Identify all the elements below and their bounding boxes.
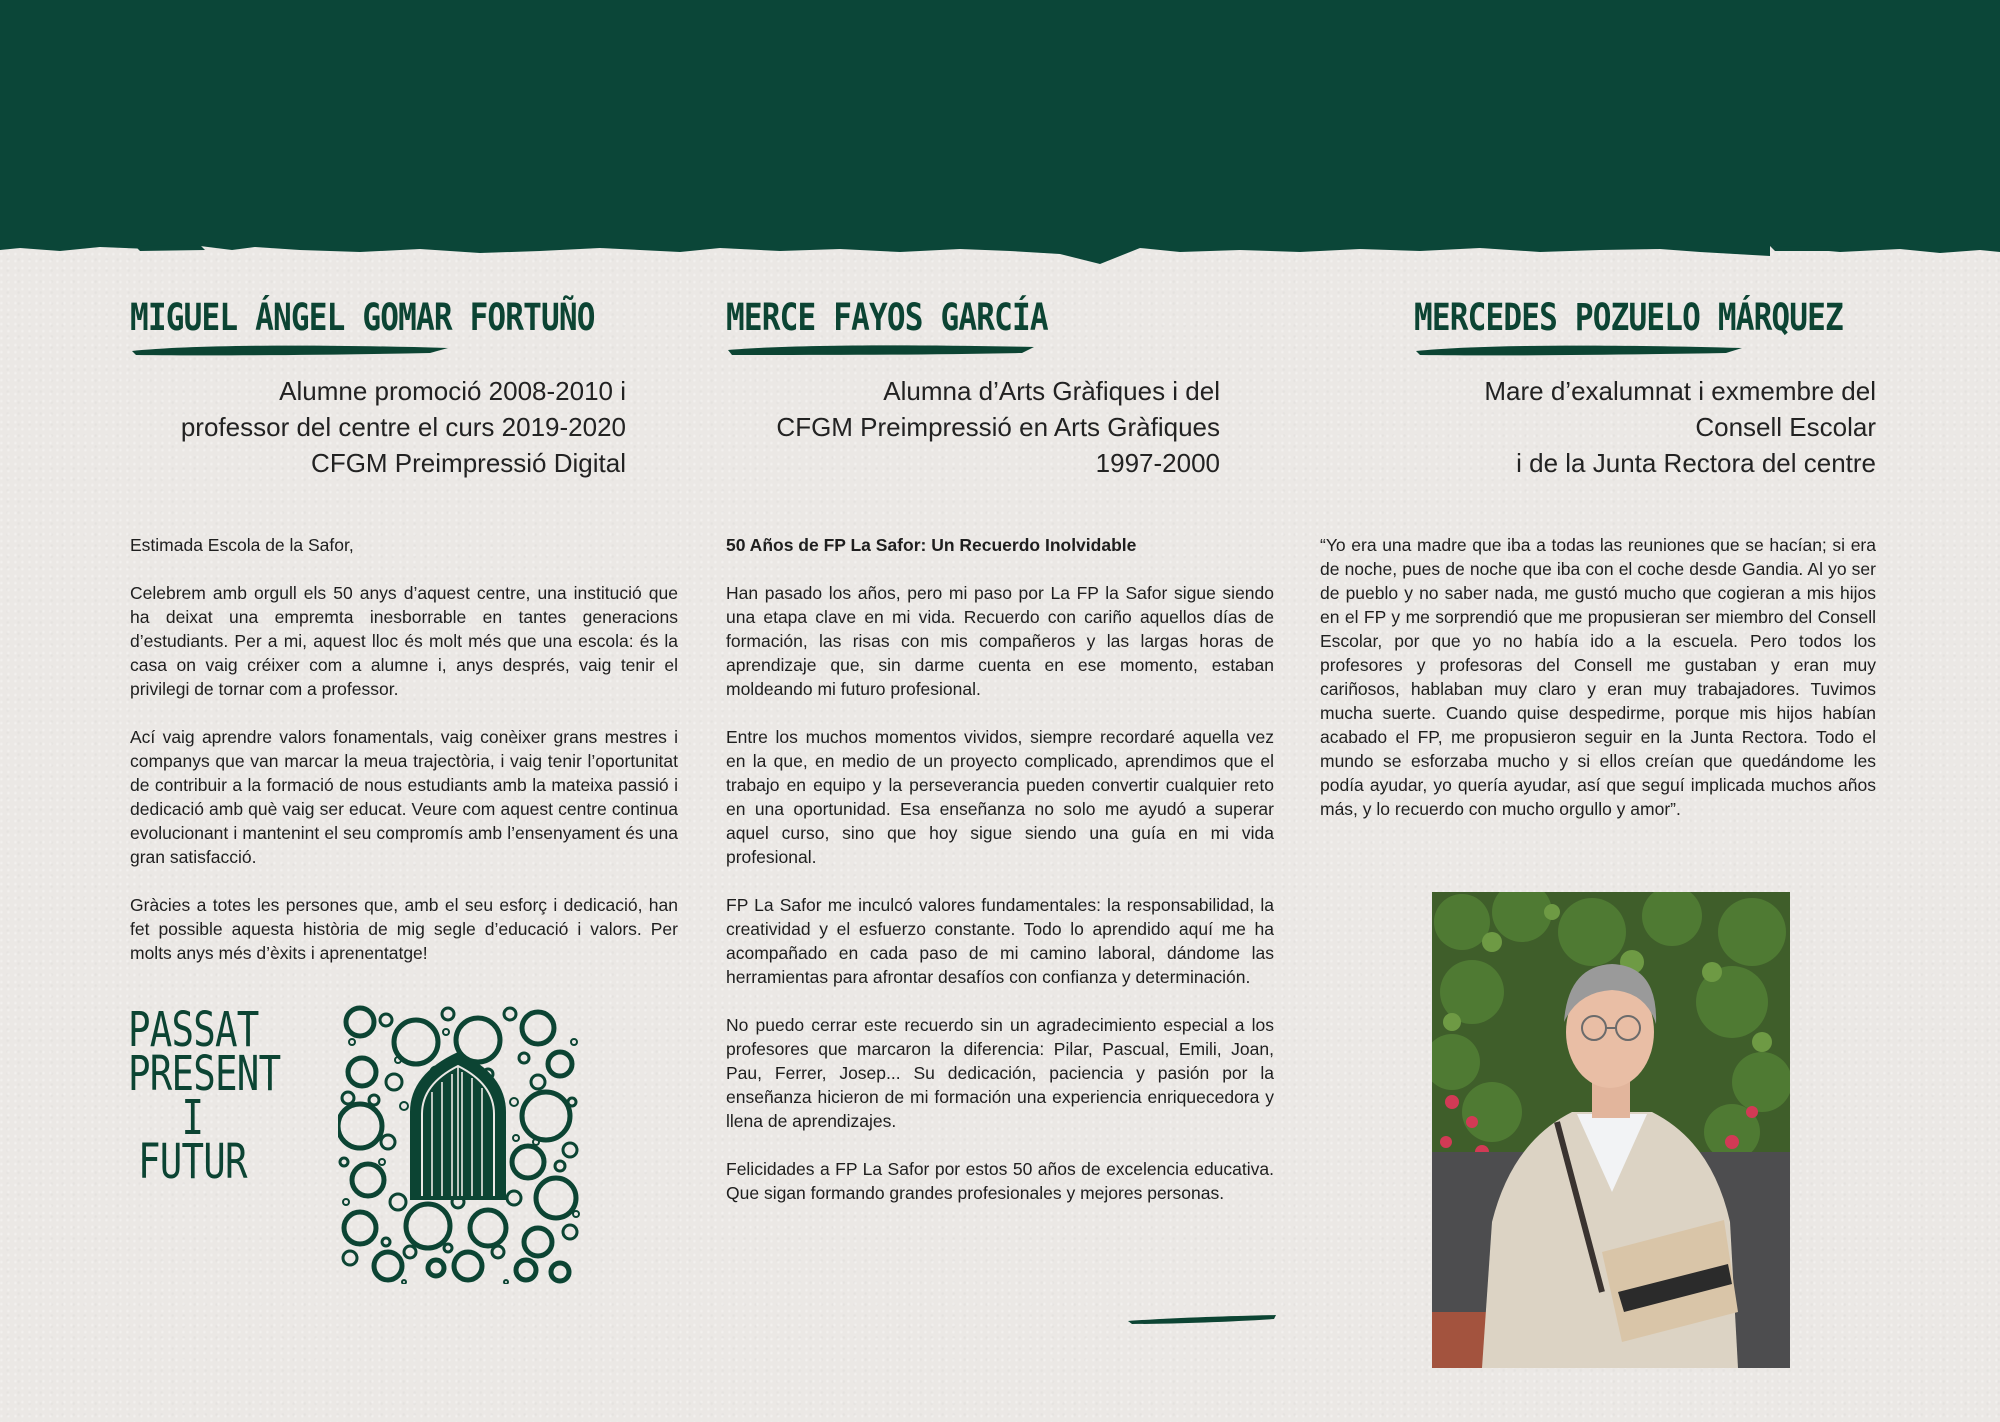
torn-edge-band (0, 0, 2000, 264)
column-merce (726, 295, 1274, 1203)
paragraph: Celebrem amb orgull els 50 anys d’aquest centre, una institució que ha deixat una empremta inesborrable en tantes generacions d’estudiants. Per a mi, aquest lloc és molt més que una escola: és la casa on vaig créixer com a alumne i, anys després, vaig tenir el privilegi de tornar com a professor. (130, 583, 678, 699)
bubbles-window-logo-icon (338, 1002, 582, 1288)
letter-body (726, 533, 1274, 1229)
paragraph: No puedo cerrar este recuerdo sin un agradecimiento especial a los profesores que marcaron la diferencia: Pilar, Pascual, Emili, Joan, Pau, Ferrer, Josep... Su dedicación, paciencia y pasión por la enseñanza hicieron de mi formación una experiencia enriquecedora y llena de aprendizajes. (726, 1015, 1274, 1131)
logo-text: PASSAT PRESENT I FUTUR (128, 1002, 281, 1190)
letter-body (130, 533, 678, 989)
header-band (0, 0, 2000, 270)
author-name: MIGUEL ÁNGEL GOMAR FORTUÑO (130, 296, 595, 339)
paragraph: Estimada Escola de la Safor, (130, 535, 354, 555)
brush-underline (1414, 343, 1876, 357)
paragraph: Gràcies a totes les persones que, amb el seu esforç i dedicació, han fet possible aquesta història de mig segle d’educació i valors. Per molts anys més d’èxits i aprenentatge! (130, 895, 678, 963)
brush-underline (726, 343, 1274, 357)
author-role: Alumna d’Arts Gràfiques i del CFGM Preimpressió en Arts Gràfiques 1997-2000 (776, 376, 1220, 478)
brush-underline (130, 343, 680, 357)
author-name: MERCEDES POZUELO MÁRQUEZ (1414, 296, 1843, 339)
letter-title: 50 Años de FP La Safor: Un Recuerdo Inolvidable (726, 535, 1137, 555)
author-name: MERCE FAYOS GARCÍA (726, 296, 1048, 339)
column-miguel (130, 295, 680, 963)
paragraph: Han pasado los años, pero mi paso por La FP la Safor sigue siendo una etapa clave en mi vida. Recuerdo con cariño aquellos días de formación, las risas con mis compañeros y las largas horas de aprendizaje que, sin darme cuenta en ese momento, estaban moldeando mi futuro profesional. (726, 583, 1274, 699)
paragraph: “Yo era una madre que iba a todas las reuniones que se hacían; si era de noche, pues de noche que iba con el coche desde Gandia. Al yo ser de pueblo y no saber nada, me gustó mucho que cogieran a mis hijos en el FP y me sorprendió que me propusieran ser miembro del Consell Escolar, por que yo no había ido a la escuela. Pero todos los profesores y profesoras del Consell me gustaban y eran muy cariñosos, hablaban muy claro y eran muy trabajadores. Tuvimos mucha suerte. Cuando quise despedirme, porque mis hijos habían acabado el FP, me propusieron seguir en la Junta Rectora. Todo el mundo se esforzaba mucho y si ellos creían que quedándome les podía ayudar, yo quería ayudar, así que seguí implicada muchos años más, y lo recuerdo con mucho orgullo y amor”. (1320, 535, 1876, 819)
paragraph: Ací vaig aprendre valors fonamentals, vaig conèixer grans mestres i companys que van marcar la meua trajectòria, i vaig tenir l’oportunitat de contribuir a la formació de nous estudiants amb la mateixa passió i dedicació amb què vaig ser educat. Veure com aquest centre continua evolucionant i mantenint el seu compromís amb l’ensenyament és una gran satisfacció. (130, 727, 678, 867)
author-role: Mare d’exalumnat i exmembre del Consell Escolar i de la Junta Rectora del centre (1484, 376, 1876, 478)
column-mercedes (1320, 295, 1876, 819)
letter-body (1320, 533, 1876, 845)
portrait-photo (1432, 892, 1790, 1368)
author-role: Alumne promoció 2008-2010 i professor del centre el curs 2019-2020 CFGM Preimpressió Digital (180, 376, 626, 478)
paragraph: FP La Safor me inculcó valores fundamentales: la responsabilidad, la creatividad y el esfuerzo constante. Todo lo aprendido aquí me ha acompañado en cada paso de mi camino laboral, dándome las herramientas para afrontar desafíos con confianza y determinación. (726, 895, 1274, 987)
paragraph: Entre los muchos momentos vividos, siempre recordaré aquella vez en la que, en medio de un proyecto complicado, aprendimos que el trabajo en equipo y la perseverancia pueden convertir cualquier reto en una oportunidad. Esa enseñanza no solo me ayudó a superar aquel curso, sino que hoy sigue siendo una guía en mi vida profesional. (726, 727, 1274, 867)
brush-stroke-decoration (1128, 1310, 1276, 1329)
paragraph: Felicidades a FP La Safor por estos 50 años de excelencia educativa. Que sigan formando grandes profesionales y mejores personas. (726, 1159, 1274, 1203)
